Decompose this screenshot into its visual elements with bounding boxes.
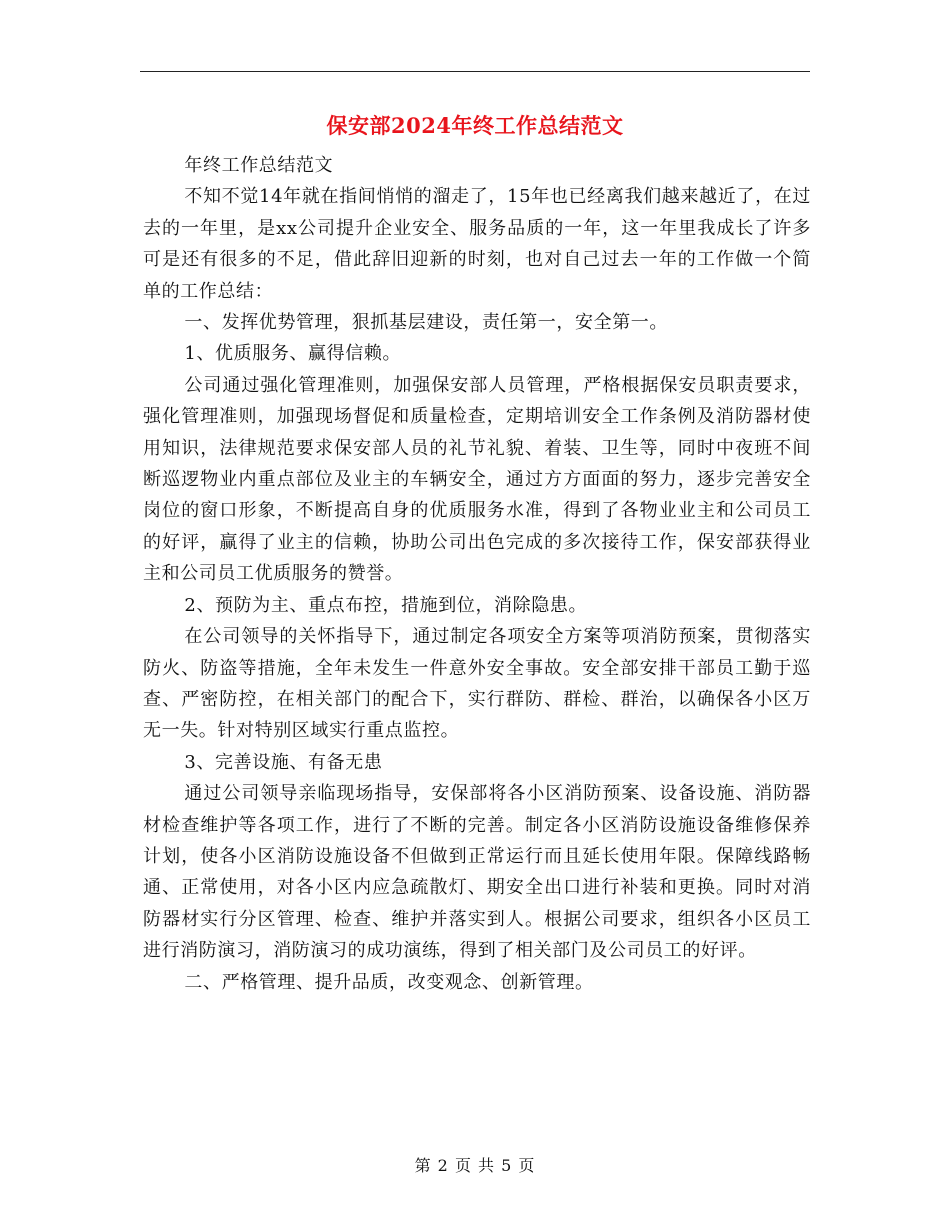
paragraph: 在公司领导的关怀指导下，通过制定各项安全方案等项消防预案，贯彻落实防火、防盗等措施，全年未发生一件意外安全事故。安全部安排干部员工勤于巡查、严密防控，在相关部门的配合下，实行群防、群检、群治，以确保各小区万无一失。针对特别区域实行重点监控。	[143, 626, 811, 742]
paragraph: 1、优质服务、赢得信赖。	[184, 343, 402, 365]
paragraph: 2、预防为主、重点布控，措施到位，消除隐患。	[184, 594, 588, 616]
paragraph: 一、发挥优势管理，狠抓基层建设，责任第一，安全第一。	[184, 312, 668, 334]
paragraph: 不知不觉14年就在指间悄悄的溜走了，15年也已经离我们越来越近了，在过去的一年里，是xx公司提升企业安全、服务品质的一年，这一年里我成长了许多可是还有很多的不足，借此辞旧迎新的时刻，也对自己过去一年的工作做一个简单的工作总结：	[143, 186, 811, 302]
paragraph: 公司通过强化管理准则，加强保安部人员管理，严格根据保安员职责要求，强化管理准则，加强现场督促和质量检查，定期培训安全工作条例及消防器材使用知识，法律规范要求保安部人员的礼节礼貌、着装、卫生等，同时中夜班不间断巡逻物业内重点部位及业主的车辆安全，通过方方面面的努力，逐步完善安全岗位的窗口形象，不断提高自身的优质服务水准，得到了各物业业主和公司员工的好评，赢得了业主的信赖，协助公司出色完成的多次接待工作，保安部获得业主和公司员工优质服务的赞誉。	[143, 374, 811, 585]
document-body	[143, 150, 811, 998]
paragraph: 二、严格管理、提升品质，改变观念、创新管理。	[184, 971, 594, 993]
document-title: 保安部2024年终工作总结范文	[326, 113, 624, 138]
paragraph: 3、完善设施、有备无患	[184, 751, 383, 773]
paragraph: 年终工作总结范文	[184, 155, 334, 176]
paragraph: 通过公司领导亲临现场指导，安保部将各小区消防预案、设备设施、消防器材检查维护等各项工作，进行了不断的完善。制定各小区消防设施设备维修保养计划，使各小区消防设施设备不但做到正常运行而且延长使用年限。保障线路畅通、正常使用，对各小区内应急疏散灯、期安全出口进行补装和更换。同时对消防器材实行分区管理、检查、维护并落实到人。根据公司要求，组织各小区员工进行消防演习，消防演习的成功演练，得到了相关部门及公司员工的好评。	[143, 783, 811, 962]
header-rule	[140, 71, 810, 72]
page-footer: 第 2 页 共 5 页	[414, 1156, 536, 1175]
